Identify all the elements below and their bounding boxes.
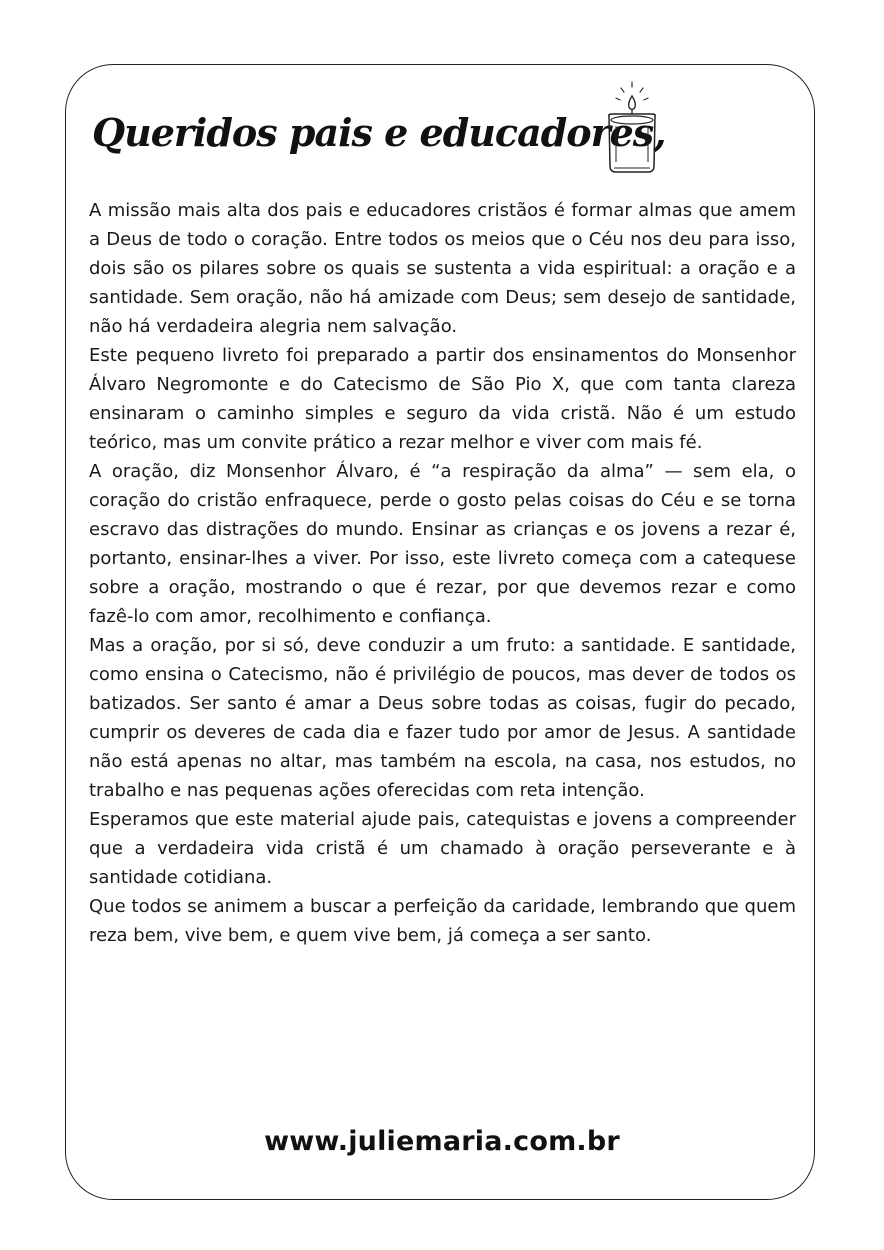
page-title: Queridos pais e educadores, <box>92 110 666 155</box>
paragraph: Que todos se animem a buscar a perfeição da caridade, lembrando que quem reza bem, vive bem, e quem vive bem, já começa a ser santo. <box>89 896 796 946</box>
paragraph: Este pequeno livreto foi preparado a partir dos ensinamentos do Monsenhor Álvaro Negromonte e do Catecismo de São Pio X, que com tanta clareza ensinaram o caminho simples e seguro da vida cristã. Não é um estudo teórico, mas um convite prático a rezar melhor e viver com mais fé. <box>89 345 796 453</box>
paragraph: Esperamos que este material ajude pais, catequistas e jovens a compreender que a verdadeira vida cristã é um chamado à oração perseverante e à santidade cotidiana. <box>89 809 796 888</box>
paragraph: A missão mais alta dos pais e educadores cristãos é formar almas que amem a Deus de todo o coração. Entre todos os meios que o Céu nos deu para isso, dois são os pilares sobre os quais se sustenta a vida espiritual: a oração e a santidade. Sem oração, não há amizade com Deus; sem desejo de santidade, não há verdadeira alegria nem salvação. <box>89 200 796 337</box>
letter-body <box>89 196 796 1096</box>
paragraph: Mas a oração, por si só, deve conduzir a um fruto: a santidade. E santidade, como ensina o Catecismo, não é privilégio de poucos, mas dever de todos os batizados. Ser santo é amar a Deus sobre todas as coisas, fugir do pecado, cumprir os deveres de cada dia e fazer tudo por amor de Jesus. A santidade não está apenas no altar, mas também na escola, na casa, nos estudos, no trabalho e nas pequenas ações oferecidas com reta intenção. <box>89 635 796 801</box>
paragraph: A oração, diz Monsenhor Álvaro, é “a respiração da alma” — sem ela, o coração do cristão enfraquece, perde o gosto pelas coisas do Céu e se torna escravo das distrações do mundo. Ensinar as crianças e os jovens a rezar é, portanto, ensinar-lhes a viver. Por isso, este livreto começa com a catequese sobre a oração, mostrando o que é rezar, por que devemos rezar e como fazê-lo com amor, recolhimento e confiança. <box>89 461 796 627</box>
website-url: www.juliemaria.com.br <box>264 1126 620 1157</box>
candle-icon <box>596 78 668 178</box>
